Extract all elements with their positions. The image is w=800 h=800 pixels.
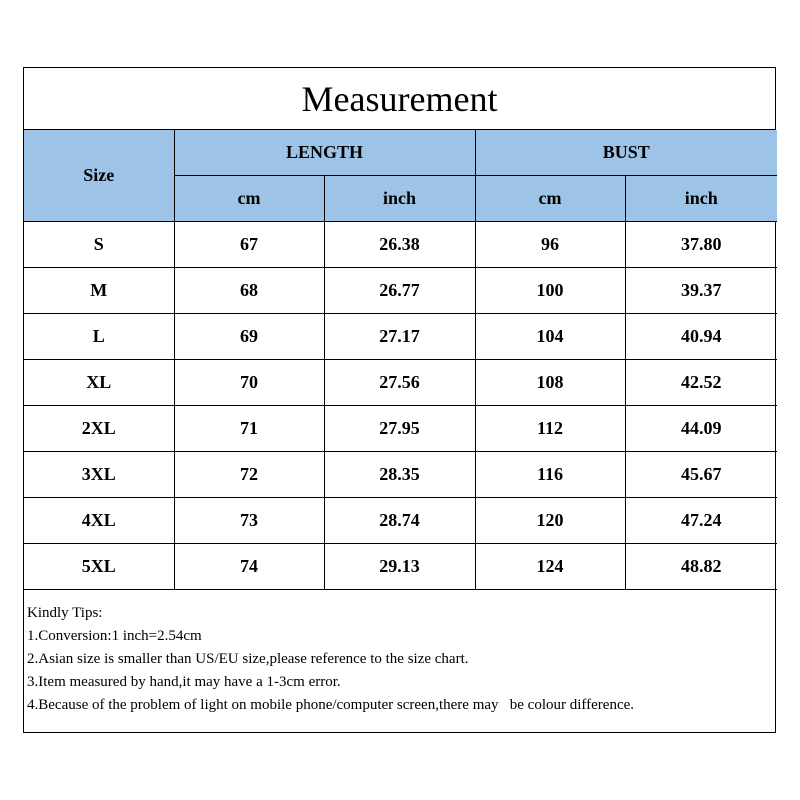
table-row — [24, 406, 777, 452]
bust-cm-cell: 96 — [475, 222, 625, 268]
bust-cm-cell: 124 — [475, 544, 625, 590]
bust-cm-header: cm — [475, 176, 625, 222]
table-row — [24, 360, 777, 406]
table-row — [24, 222, 777, 268]
size-cell: 2XL — [24, 406, 174, 452]
size-cell: 5XL — [24, 544, 174, 590]
length-inch-cell: 26.38 — [324, 222, 475, 268]
bust-inch-cell: 47.24 — [625, 498, 777, 544]
size-cell: S — [24, 222, 174, 268]
length-cm-cell: 69 — [174, 314, 324, 360]
length-cm-cell: 71 — [174, 406, 324, 452]
size-chart — [23, 67, 776, 733]
length-cm-header: cm — [174, 176, 324, 222]
page-title: Measurement — [24, 68, 775, 130]
tips-heading: Kindly Tips: — [27, 605, 103, 621]
length-cm-cell: 72 — [174, 452, 324, 498]
kindly-tips — [24, 590, 775, 717]
length-cm-cell: 68 — [174, 268, 324, 314]
size-cell: L — [24, 314, 174, 360]
length-cm-cell: 70 — [174, 360, 324, 406]
length-cm-cell: 67 — [174, 222, 324, 268]
bust-inch-header: inch — [625, 176, 777, 222]
tip-item: 2.Asian size is smaller than US/EU size,please reference to the size chart. — [27, 651, 469, 667]
length-inch-cell: 27.95 — [324, 406, 475, 452]
bust-inch-cell: 39.37 — [625, 268, 777, 314]
table-row — [24, 452, 777, 498]
table-row — [24, 314, 777, 360]
size-column-header: Size — [24, 130, 174, 222]
length-inch-cell: 28.74 — [324, 498, 475, 544]
bust-cm-cell: 104 — [475, 314, 625, 360]
length-group-header: LENGTH — [174, 130, 475, 176]
size-cell: 4XL — [24, 498, 174, 544]
length-inch-cell: 26.77 — [324, 268, 475, 314]
length-inch-cell: 28.35 — [324, 452, 475, 498]
length-cm-cell: 73 — [174, 498, 324, 544]
bust-inch-cell: 37.80 — [625, 222, 777, 268]
length-inch-header: inch — [324, 176, 475, 222]
bust-group-header: BUST — [475, 130, 777, 176]
size-cell: 3XL — [24, 452, 174, 498]
bust-inch-cell: 42.52 — [625, 360, 777, 406]
size-cell: XL — [24, 360, 174, 406]
bust-inch-cell: 45.67 — [625, 452, 777, 498]
bust-cm-cell: 100 — [475, 268, 625, 314]
tip-item: 4.Because of the problem of light on mobile phone/computer screen,there may be colour difference. — [27, 697, 635, 713]
length-inch-cell: 29.13 — [324, 544, 475, 590]
bust-cm-cell: 112 — [475, 406, 625, 452]
length-inch-cell: 27.17 — [324, 314, 475, 360]
bust-cm-cell: 108 — [475, 360, 625, 406]
table-row — [24, 268, 777, 314]
length-cm-cell: 74 — [174, 544, 324, 590]
bust-cm-cell: 120 — [475, 498, 625, 544]
bust-inch-cell: 48.82 — [625, 544, 777, 590]
tip-item: 1.Conversion:1 inch=2.54cm — [27, 628, 202, 644]
table-row — [24, 544, 777, 590]
size-cell: M — [24, 268, 174, 314]
tip-item: 3.Item measured by hand,it may have a 1-3cm error. — [27, 674, 341, 690]
bust-inch-cell: 44.09 — [625, 406, 777, 452]
measurement-table — [24, 130, 777, 590]
length-inch-cell: 27.56 — [324, 360, 475, 406]
bust-inch-cell: 40.94 — [625, 314, 777, 360]
table-row — [24, 498, 777, 544]
bust-cm-cell: 116 — [475, 452, 625, 498]
